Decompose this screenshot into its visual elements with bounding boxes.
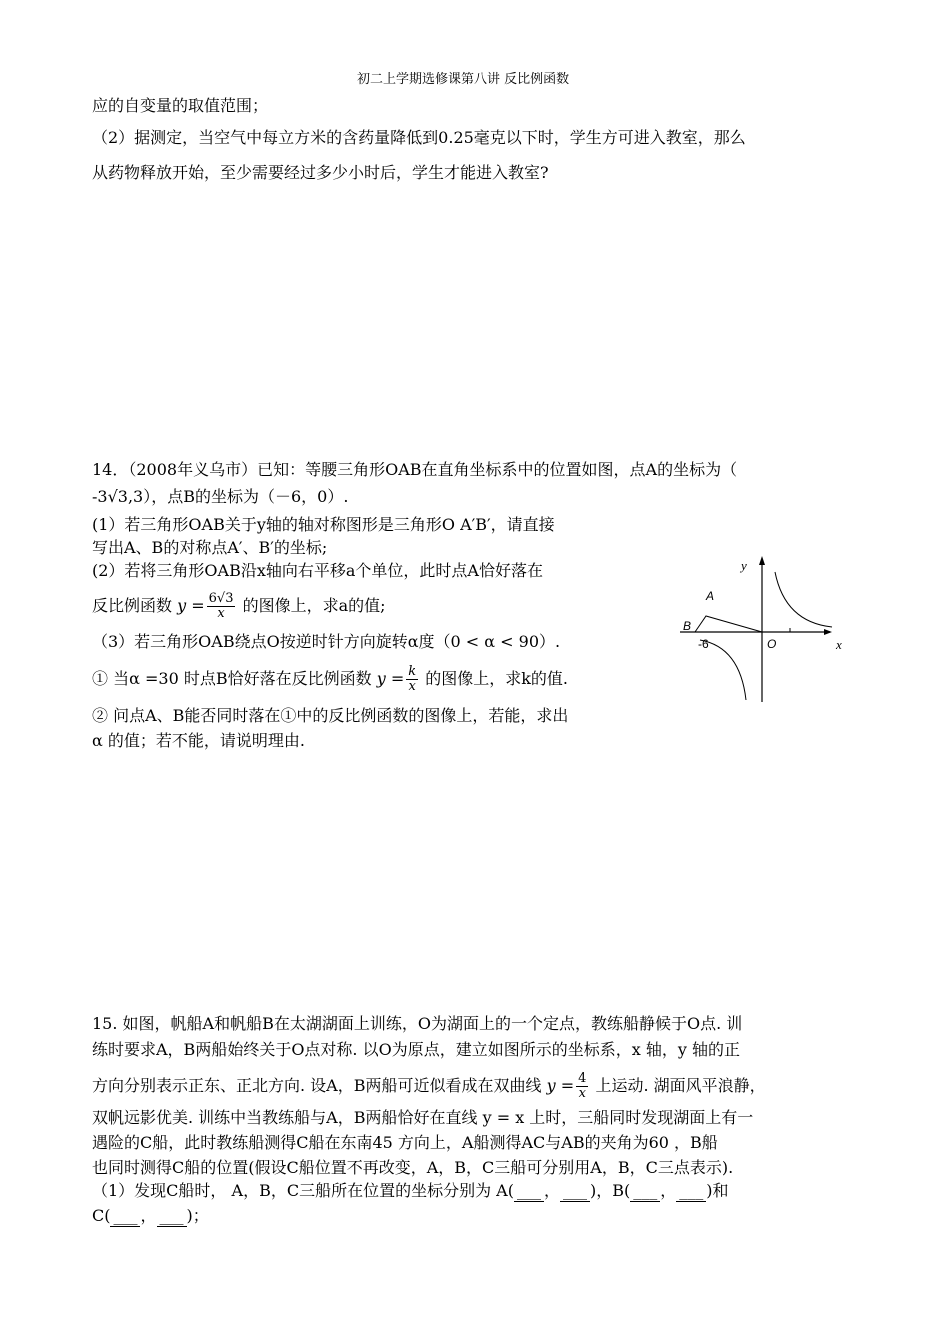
- q15-line-5: 遇险的C船，此时教练船测得C船在东南45 方向上，A船测得AC与AB的夹角为60 ，B船: [92, 1133, 718, 1152]
- q15-line-3: [92, 1072, 766, 1101]
- q14-l6-num: 6√3: [208, 591, 234, 606]
- answer-blank-ay[interactable]: ___: [560, 1181, 590, 1202]
- q15-comma-2: ，: [660, 1181, 677, 1200]
- q14-l8-num: k: [408, 664, 417, 679]
- q14-line-7: （3）若三角形OAB绕点O按逆时针方向旋转α度（0 < α < 90）.: [92, 632, 561, 651]
- q13-line-2: （2）据测定，当空气中每立方米的含药量降低到0.25毫克以下时，学生方可进入教室，那么: [92, 128, 746, 147]
- q15-l3-num: 4: [578, 1071, 587, 1086]
- q14-line-3: (1）若三角形OAB关于y轴的轴对称图形是三角形O A′B′，请直接: [92, 515, 555, 534]
- q15-line-2: 练时要求A，B两船始终关于O点对称. 以O为原点，建立如图所示的坐标系，x 轴，y 轴的正: [92, 1040, 740, 1059]
- q15-line-4: 双帆远影优美. 训练中当教练船与A，B两船恰好在直线 y = x 上时，三船同时发现湖面上有一: [92, 1108, 754, 1127]
- y-axis-arrow: [759, 556, 765, 565]
- a-label: A: [706, 589, 715, 603]
- q15-c-open: C(: [92, 1206, 111, 1225]
- q14-coord-b: ,3），点B的坐标为（－6，0）.: [127, 487, 349, 506]
- q15-b-open: )，B(: [589, 1181, 631, 1200]
- minus6-label: -6: [698, 637, 709, 651]
- q14-l6-den: x: [217, 606, 225, 621]
- page-header: 初二上学期选修课第八讲 反比例函数: [357, 72, 570, 87]
- q14-l8-suffix: 的图像上，求k的值.: [425, 669, 568, 688]
- q15-l3-prefix: 方向分别表示正东、正北方向. 设A，B两船可近似看成在双曲线: [92, 1076, 542, 1095]
- o-label: O: [767, 637, 777, 651]
- q15-line-6: 也同时测得C船的位置(假设C船位置不再改变，A，B，C三船可分别用A，B，C三点表示).: [92, 1158, 734, 1177]
- q15-line-1: 15. 如图，帆船A和帆船B在太湖湖面上训练，O为湖面上的一个定点，教练船静候于O点. 训: [92, 1014, 743, 1033]
- answer-blank-by[interactable]: ___: [676, 1181, 706, 1202]
- q14-l8-den: x: [408, 679, 416, 694]
- q14-l8-fraction: [406, 665, 418, 694]
- answer-blank-cx[interactable]: ___: [110, 1206, 140, 1227]
- q15-l3-suffix: 上运动. 湖面风平浪静，: [595, 1076, 766, 1095]
- q15-comma-3: ，: [140, 1206, 157, 1225]
- answer-blank-cy[interactable]: ___: [157, 1206, 187, 1227]
- y-label: y: [741, 558, 747, 573]
- q14-line-2: [92, 487, 348, 507]
- q14-coordinate-figure: [680, 552, 850, 707]
- q15-l3-den: x: [578, 1086, 586, 1101]
- b-label: B: [683, 619, 692, 633]
- q14-l6-eq: y =: [177, 596, 205, 615]
- q15-c-close: )；: [186, 1206, 209, 1225]
- q14-line-1: 14．（2008年义乌市）已知：等腰三角形OAB在直角坐标系中的位置如图，点A的坐标为（: [92, 460, 738, 479]
- q14-line-8: [92, 665, 568, 694]
- q13-line-1: 应的自变量的取值范围；: [92, 96, 269, 115]
- q15-l3-eq: y =: [546, 1076, 575, 1095]
- x-axis-arrow: [824, 629, 832, 635]
- q13-line-3: 从药物释放开始，至少需要经过多少小时后，学生才能进入教室?: [92, 163, 549, 182]
- x-label: x: [836, 637, 842, 652]
- q15-line-7: [92, 1181, 728, 1202]
- q14-sqrt: √3: [107, 487, 128, 506]
- q14-coord-a: -3: [92, 487, 108, 506]
- q14-line-9: ② 问点A、B能否同时落在①中的反比例函数的图像上，若能，求出: [92, 706, 569, 725]
- q14-l8-prefix: ① 当α =30 时点B恰好落在反比例函数: [92, 669, 372, 688]
- q14-line-4: 写出A、B的对称点A′、B′的坐标;: [92, 538, 328, 557]
- triangle-oab: [695, 616, 762, 632]
- q15-and: )和: [706, 1181, 729, 1200]
- q14-l6-fraction: [207, 592, 236, 621]
- answer-blank-bx[interactable]: ___: [630, 1181, 660, 1202]
- q15-line-8: [92, 1206, 209, 1227]
- q14-line-6: [92, 592, 386, 621]
- q14-line-10: α 的值；若不能，请说明理由.: [92, 731, 305, 750]
- q14-l6-prefix: 反比例函数: [92, 596, 173, 615]
- q14-l6-suffix: 的图像上，求a的值;: [242, 596, 386, 615]
- q15-comma-1: ，: [543, 1181, 560, 1200]
- answer-blank-ax[interactable]: ___: [514, 1181, 544, 1202]
- q15-l3-fraction: [576, 1072, 588, 1101]
- q14-line-5: (2）若将三角形OAB沿x轴向右平移a个单位，此时点A恰好落在: [92, 561, 543, 580]
- q14-l8-eq: y =: [376, 669, 405, 688]
- q15-l7-prefix: （1）发现C船时， A，B，C三船所在位置的坐标分别为 A(: [92, 1181, 514, 1200]
- hyperbola-branch-q1: [775, 572, 832, 627]
